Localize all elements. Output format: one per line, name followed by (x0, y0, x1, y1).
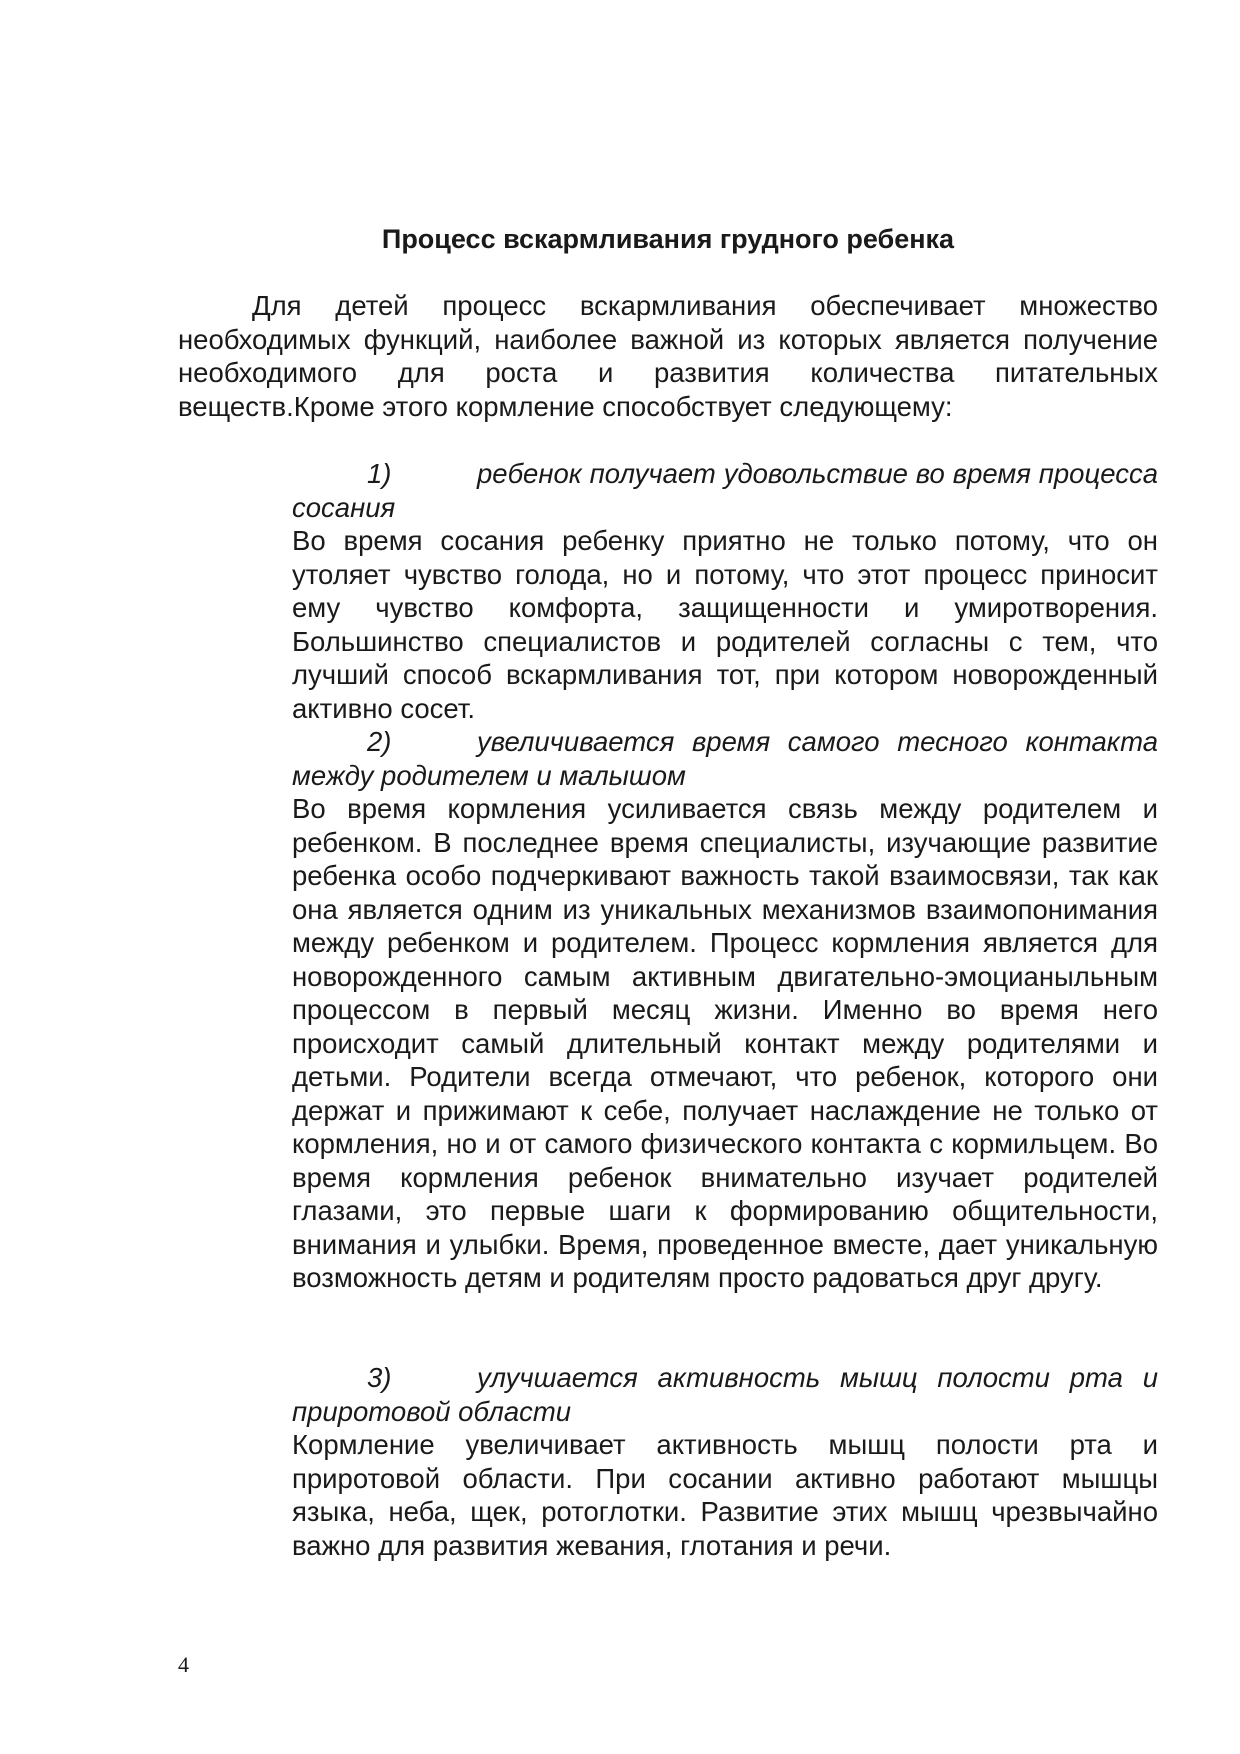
page-title: Процесс вскармливания грудного ребенка (381, 224, 955, 254)
item-3-heading-text: улучшается активность мышц полости рта и приротовой области (292, 1362, 1158, 1427)
item-3-body: Кормление увеличивает активность мышц полости рта и приротовой области. При сосании активно работают мышцы языка, неба, щек, ротоглотки. Развитие этих мышц чрезвычайно важно для развития жевания, глотания и речи. (292, 1429, 1158, 1561)
item-3-heading (292, 1361, 1158, 1428)
item-1-number: 1) (367, 458, 392, 489)
item-2-number: 2) (367, 726, 392, 757)
item-3-number: 3) (367, 1362, 392, 1393)
page-number: 4 (178, 1652, 189, 1677)
item-1-heading (292, 457, 1158, 524)
item-2-heading (292, 725, 1158, 792)
intro-paragraph: Для детей процесс вскармливания обеспечивает множество необходимых функций, наиболее важной из которых является получение необходимого для роста и развития количества питательных веществ.Кроме этого кормление способствует следующему: (178, 290, 1158, 422)
item-1-body: Во время сосания ребенку приятно не только потому, что он утоляет чувство голода, но и потому, что этот процесс приносит ему чувство комфорта, защищенности и умиротворения. Большинство специалистов и родителей согласны с тем, что лучший способ вскармливания тот, при котором новорожденный активно сосет. (292, 525, 1158, 724)
item-2-heading-text: увеличивается время самого тесного контакта между родителем и малышом (292, 726, 1158, 791)
item-1-heading-text: ребенок получает удовольствие во время процесса сосания (292, 458, 1158, 523)
item-2-body: Во время кормления усиливается связь между родителем и ребенком. В последнее время специалисты, изучающие развитие ребенка особо подчеркивают важность такой взаимосвязи, так как она является одним из уникальных механизмов взаимопонимания между ребенком и родителем. Процесс кормления является для новорожденного самым активным двигательно-эмоцианыльным процессом в первый месяц жизни. Именно во время него происходит самый длительный контакт между родителями и детьми. Родители всегда отмечают, что ребенок, которого они держат и прижимают к себе, получает наслаждение не только от кормления, но и от самого физического контакта с кормильцем. Во время кормления ребенок внимательно изучает родителей глазами, это первые шаги к формированию общительности, внимания и улыбки. Время, проведенное вместе, дает уникальную возможность детям и родителям просто радоваться друг другу. (292, 793, 1158, 1293)
